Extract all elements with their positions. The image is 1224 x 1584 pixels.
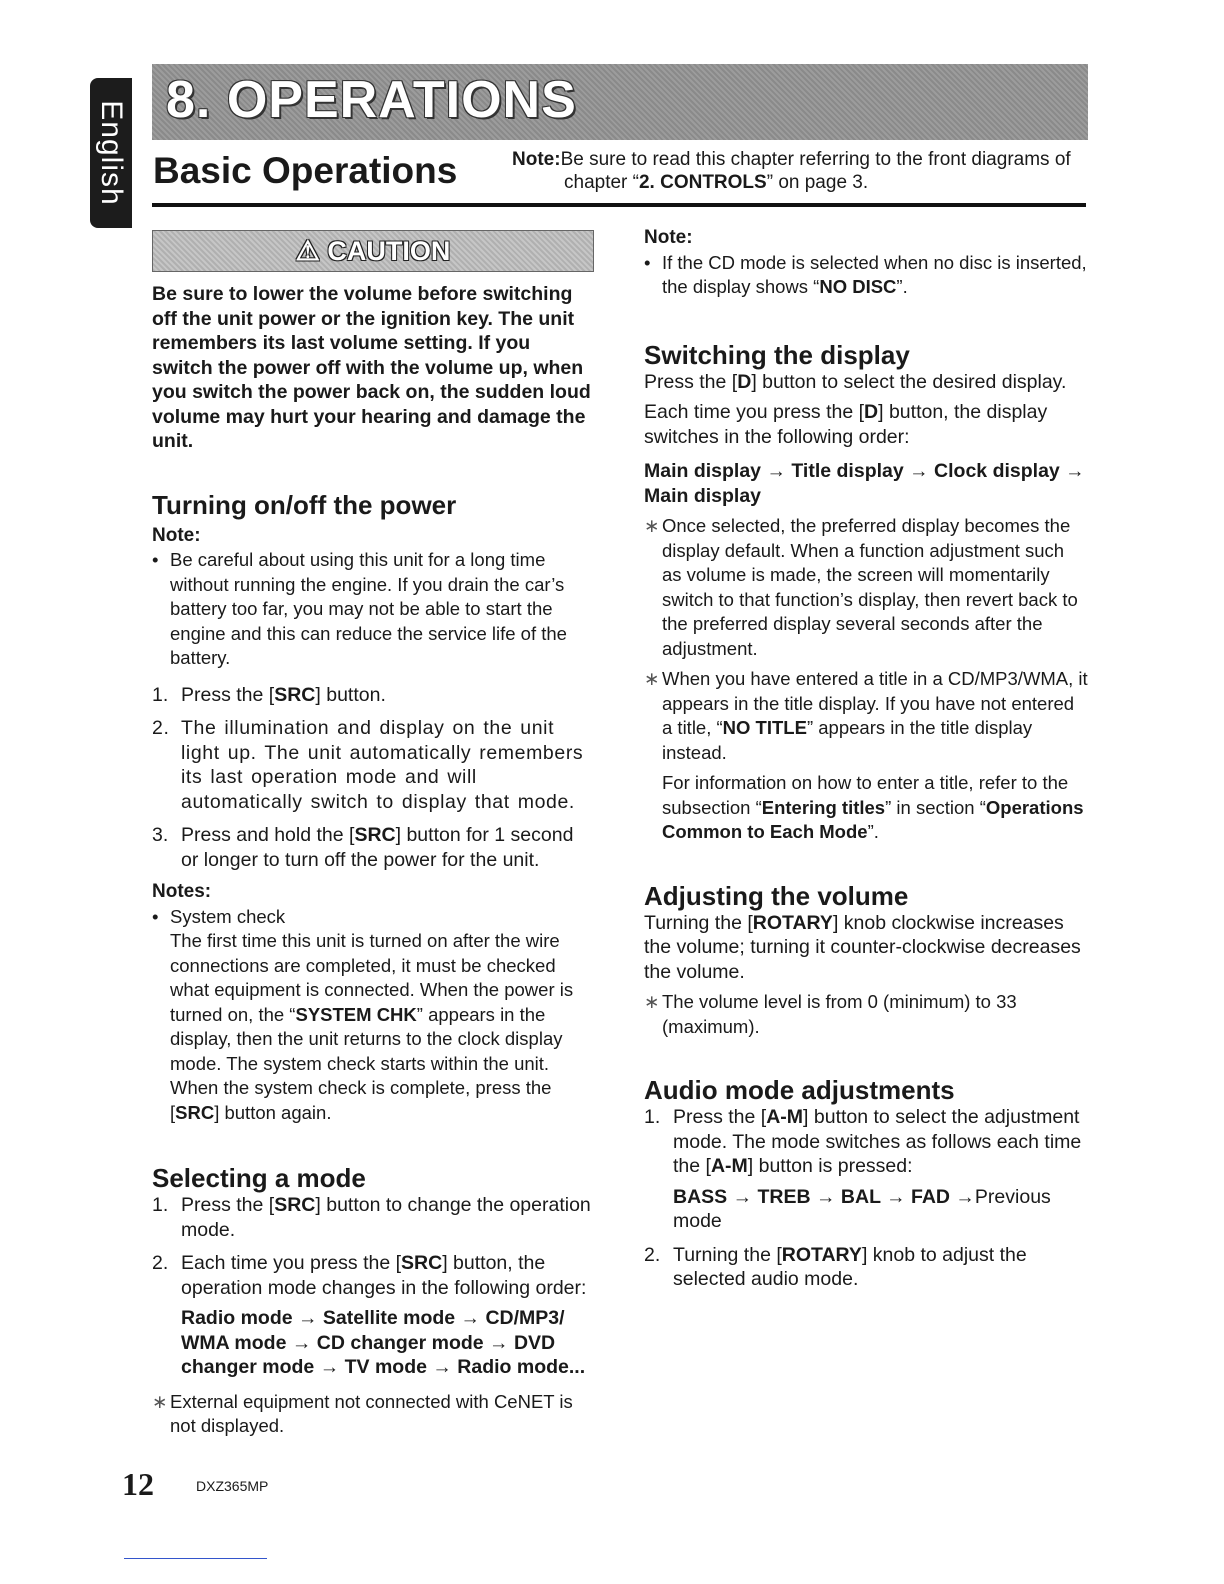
system-check-key: SRC bbox=[175, 1101, 215, 1123]
caution-banner bbox=[152, 230, 594, 272]
display-p2-pre: Each time you press the [ bbox=[644, 401, 865, 423]
step-number: 2. bbox=[644, 1243, 661, 1266]
step-text: Turning the [ bbox=[673, 1243, 782, 1266]
mode-sequence: Radio mode → Satellite mode → CD/MP3/ WMA mode → CD changer mode → DVD changer mode → TV mode → Radio mode... bbox=[181, 1307, 586, 1378]
language-tab bbox=[90, 78, 132, 228]
footer-line bbox=[124, 1558, 267, 1559]
chapter-title: 8. OPERATIONS bbox=[166, 71, 577, 129]
display-star2-post: ” appears in the title display instead. bbox=[662, 717, 1033, 763]
cd-note-code: NO DISC bbox=[819, 276, 897, 297]
step-number: 3. bbox=[152, 824, 169, 846]
step-key: SRC bbox=[354, 824, 396, 846]
step-number: 2. bbox=[152, 1252, 169, 1274]
step-number: 1. bbox=[152, 1194, 169, 1216]
model-number: DXZ365MP bbox=[196, 1478, 269, 1494]
display-info-mid: ” in section “ bbox=[885, 796, 986, 818]
mode-step-2 bbox=[152, 1251, 594, 1300]
step-key: SRC bbox=[401, 1252, 443, 1274]
section-title: Basic Operations bbox=[153, 150, 458, 191]
cd-note bbox=[644, 251, 1088, 300]
cd-note-label: Note: bbox=[644, 227, 693, 248]
language-tab-label: English bbox=[95, 100, 128, 206]
step-text-post: ] button for 1 second or longer to turn off the power for the unit. bbox=[181, 824, 574, 871]
chapter-title-bar bbox=[152, 64, 1088, 140]
power-heading: Turning on/off the power bbox=[152, 489, 457, 520]
system-check-text bbox=[152, 929, 594, 1125]
header-note-line2-post: ” on page 3. bbox=[766, 172, 869, 193]
volume-text-post: ] knob clockwise increases the volume; turning it counter-clockwise decreases the volume. bbox=[644, 911, 1081, 983]
audio-sequence-bold: BASS → TREB → BAL → FAD → bbox=[673, 1185, 975, 1208]
step-text: Press the [ bbox=[181, 1194, 275, 1216]
display-info-pre: For information on how to enter a title, refer to the subsection “ bbox=[662, 772, 1069, 818]
volume-text bbox=[644, 911, 1088, 985]
header-rule bbox=[152, 203, 1086, 207]
system-check-bullet: • System check bbox=[152, 905, 594, 930]
display-info bbox=[644, 771, 1088, 845]
audio-step-1 bbox=[644, 1105, 1088, 1179]
display-key: D bbox=[864, 401, 879, 423]
step-text: Press and hold the [ bbox=[181, 824, 355, 846]
audio-heading: Audio mode adjustments bbox=[644, 1075, 955, 1105]
display-p1-pre: Press the [ bbox=[644, 370, 738, 393]
display-sequence: Main display → Title display → Clock display → Main display bbox=[644, 460, 1085, 507]
system-check-text-pre: The first time this unit is turned on after the wire connections are completed, it must be checked what equipment is connected. When the power is turned on, the “ bbox=[170, 930, 574, 1025]
header-note-line2-pre: chapter “ bbox=[564, 172, 639, 193]
page-number: 12 bbox=[122, 1466, 154, 1502]
header-note bbox=[512, 148, 1092, 194]
power-note: • Be careful about using this unit for a long time without running the engine. If you drain the car’s battery too far, you may not be able to start the engine and this can reduce the service life of the battery. bbox=[152, 548, 594, 671]
power-step-2 bbox=[152, 716, 594, 814]
header-note-controls-ref: 2. CONTROLS bbox=[638, 172, 767, 193]
step-text: Press the [ bbox=[673, 1106, 767, 1128]
step-text: The illumination and display on the unit light up. The unit automatically remembers its last operation mode and will automatically switch to display that mode. bbox=[181, 717, 584, 813]
cd-note-text: If the CD mode is selected when no disc is inserted, the display shows “ bbox=[662, 251, 1087, 297]
display-star-2 bbox=[644, 667, 1088, 765]
display-info-ref1: Entering titles bbox=[761, 796, 886, 818]
power-notes-label: Notes: bbox=[152, 881, 212, 902]
cd-note-text-post: ”. bbox=[896, 276, 908, 297]
display-star2-pre: When you have entered a title in a CD/MP3/WMA, it appears in the title display. If you have not entered a title, “ bbox=[662, 668, 1088, 738]
volume-star: ∗ The volume level is from 0 (minimum) to 33 (maximum). bbox=[644, 990, 1088, 1039]
audio-sequence bbox=[644, 1185, 1088, 1234]
display-p1 bbox=[644, 370, 1088, 395]
step-key: SRC bbox=[274, 683, 316, 706]
volume-text-pre: Turning the [ bbox=[644, 911, 753, 934]
display-p1-post: ] button to select the desired display. bbox=[751, 370, 1067, 393]
header-note-line1: Be sure to read this chapter referring to the front diagrams of bbox=[560, 149, 1071, 170]
system-check-code: SYSTEM CHK bbox=[295, 1003, 417, 1025]
power-note-label: Note: bbox=[152, 524, 201, 546]
display-p2-post: ] button, the display switches in the following order: bbox=[644, 401, 1048, 448]
power-step-3 bbox=[152, 823, 594, 872]
step-text-post: ] button, the operation mode changes in the following order: bbox=[181, 1252, 587, 1299]
left-column bbox=[152, 226, 594, 1439]
display-info-post: ”. bbox=[867, 821, 879, 842]
caution-label: ⚠ CAUTION bbox=[295, 235, 451, 266]
step-key-2: A-M bbox=[710, 1155, 748, 1177]
volume-heading: Adjusting the volume bbox=[644, 880, 909, 911]
display-p2 bbox=[644, 400, 1088, 449]
mode-heading: Selecting a mode bbox=[152, 1163, 366, 1193]
display-heading: Switching the display bbox=[644, 339, 910, 370]
mode-step-1 bbox=[152, 1193, 594, 1242]
step-text: Press the [ bbox=[181, 683, 275, 706]
power-step-1 bbox=[152, 683, 594, 708]
step-text-post: ] button is pressed: bbox=[747, 1155, 913, 1177]
step-text-post: ] button to change the operation mode. bbox=[181, 1194, 591, 1241]
step-key: A-M bbox=[766, 1106, 804, 1128]
audio-sequence-tail: Previous mode bbox=[673, 1185, 1051, 1232]
step-number: 1. bbox=[644, 1106, 661, 1128]
step-key: SRC bbox=[274, 1194, 316, 1216]
display-star2-code: NO TITLE bbox=[722, 717, 807, 738]
step-key: ROTARY bbox=[781, 1243, 862, 1266]
display-key: D bbox=[737, 370, 752, 393]
caution-text: Be sure to lower the volume before switching off the unit power or the ignition key. The unit remembers its last volume setting. If you switch the power off with the volume up, when you switch the power back on, the sudden loud volume may hurt your hearing and damage the unit. bbox=[152, 283, 591, 452]
step-number: 1. bbox=[152, 683, 169, 706]
display-info-ref2: Operations Common to Each Mode bbox=[662, 796, 1084, 842]
step-number: 2. bbox=[152, 717, 170, 739]
system-check-text-mid: ” appears in the display, then the unit returns to the clock display mode. The system check starts within the unit. When the system check is complete, press the [ bbox=[170, 1003, 563, 1123]
system-check-text-post: ] button again. bbox=[214, 1101, 332, 1123]
header-note-label: Note: bbox=[512, 149, 561, 170]
mode-footnote: ∗ External equipment not connected with CeNET is not displayed. bbox=[152, 1390, 594, 1439]
display-star-1: ∗ Once selected, the preferred display becomes the display default. When a function adjustment such as volume is made, the screen will momentarily switch to that function’s display, then revert back to the preferred display several seconds after the adjustment. bbox=[644, 514, 1088, 661]
step-text: Each time you press the [ bbox=[181, 1252, 402, 1274]
step-text-post: ] knob to adjust the selected audio mode. bbox=[673, 1243, 1027, 1290]
audio-step-2 bbox=[644, 1243, 1088, 1292]
step-text-mid: ] button to select the adjustment mode. The mode switches as follows each time the [ bbox=[673, 1106, 1082, 1177]
volume-key: ROTARY bbox=[752, 911, 833, 934]
right-column bbox=[644, 226, 1088, 1292]
step-text-post: ] button. bbox=[315, 683, 386, 706]
